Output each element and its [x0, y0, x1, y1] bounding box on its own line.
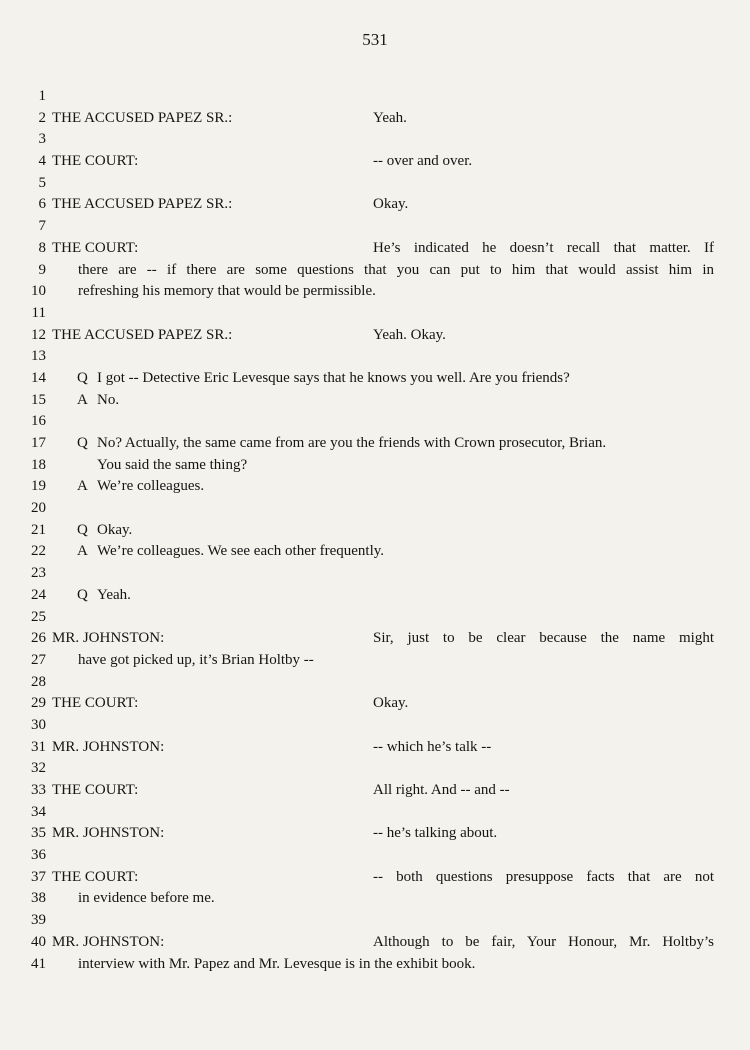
transcript-line: [0, 368, 750, 390]
transcript-line: [0, 151, 750, 173]
line-number: 32: [31, 760, 46, 777]
qa-text: Okay.: [97, 521, 133, 538]
qa-label: A: [77, 478, 88, 495]
transcript-line: [0, 173, 750, 195]
line-number: 35: [31, 825, 46, 842]
transcript-line: [0, 932, 750, 954]
spoken-text: -- over and over.: [373, 153, 473, 170]
speaker-label: MR. JOHNSTON:: [52, 630, 165, 647]
spoken-text: Okay.: [373, 695, 409, 712]
transcript-line: [0, 455, 750, 477]
speaker-label: MR. JOHNSTON:: [52, 738, 165, 755]
line-number: 2: [38, 109, 46, 126]
qa-label: Q: [77, 369, 88, 386]
spoken-text: Okay.: [373, 196, 409, 213]
line-number: 26: [31, 630, 46, 647]
page-number: 531: [362, 30, 388, 49]
transcript-line: [0, 802, 750, 824]
line-number: 13: [31, 348, 46, 365]
speaker-label: THE ACCUSED PAPEZ SR.:: [52, 326, 233, 343]
continuation-text: refreshing his memory that would be permissible.: [78, 283, 376, 300]
qa-label: Q: [77, 521, 88, 538]
transcript-line: [0, 216, 750, 238]
line-number: 41: [31, 955, 46, 972]
transcript-line: [0, 303, 750, 325]
transcript-line: [0, 737, 750, 759]
speaker-label: MR. JOHNSTON:: [52, 933, 165, 950]
transcript-line: [0, 693, 750, 715]
line-number: 16: [31, 413, 46, 430]
line-number: 38: [31, 890, 46, 907]
line-number: 1: [38, 88, 46, 104]
question-answer: [77, 476, 204, 498]
line-number: 36: [31, 847, 46, 864]
spoken-text: All right. And -- and --: [373, 782, 510, 798]
transcript-line: [0, 129, 750, 151]
question-answer: [77, 368, 570, 390]
line-number: 27: [31, 651, 46, 668]
speaker-label: MR. JOHNSTON:: [52, 825, 165, 842]
transcript-line: [0, 607, 750, 629]
spoken-text: -- which he’s talk --: [373, 738, 492, 755]
transcript-line: [0, 476, 750, 498]
line-number: 28: [31, 673, 46, 690]
transcript-line: [0, 194, 750, 216]
qa-label: Q: [77, 435, 88, 451]
transcript-line: [0, 867, 750, 889]
transcript-line: [0, 325, 750, 347]
speaker-label: THE COURT:: [52, 868, 139, 885]
transcript-line: [0, 346, 750, 368]
question-answer: [77, 390, 119, 412]
transcript-line: [0, 86, 750, 108]
line-number: 18: [31, 456, 46, 473]
continuation-text: interview with Mr. Papez and Mr. Levesque is in the exhibit book.: [78, 955, 476, 972]
line-number: 20: [31, 500, 46, 517]
line-number: 19: [31, 478, 46, 495]
transcript-line: [0, 628, 750, 650]
qa-text: No? Actually, the same came from are you the friends with Crown prosecutor, Brian.: [97, 435, 607, 451]
transcript-line: [0, 390, 750, 412]
qa-label: A: [77, 543, 88, 560]
line-number: 31: [31, 738, 46, 755]
line-number: 29: [31, 695, 46, 712]
qa-text: We’re colleagues.: [97, 478, 205, 495]
transcript-line: [0, 541, 750, 563]
line-number: 34: [31, 803, 46, 820]
spoken-text: Sir, just to be clear because the name might: [373, 630, 714, 647]
line-number: 14: [31, 369, 46, 386]
transcript-line: [0, 650, 750, 672]
speaker-label: THE ACCUSED PAPEZ SR.:: [52, 109, 233, 126]
line-number: 7: [38, 218, 46, 235]
transcript-line: [0, 108, 750, 130]
spoken-text: He’s indicated he doesn’t recall that matter. If: [373, 239, 714, 256]
transcript-line: [0, 715, 750, 737]
transcript-line: [0, 780, 750, 802]
line-number: 22: [31, 543, 46, 560]
transcript-line: [0, 520, 750, 542]
line-number: 17: [31, 435, 46, 451]
spoken-text: Yeah. Okay.: [373, 326, 446, 343]
transcript-line: [0, 954, 750, 976]
continuation-text: have got picked up, it’s Brian Holtby --: [78, 651, 314, 668]
transcript-line: [0, 281, 750, 303]
line-number: 10: [31, 283, 46, 300]
line-number: 23: [31, 565, 46, 582]
transcript-line: [0, 498, 750, 520]
transcript-line: [0, 888, 750, 910]
line-number: 33: [31, 782, 46, 798]
line-number: 3: [38, 131, 46, 148]
speaker-label: THE COURT:: [52, 153, 139, 170]
qa-label: Q: [77, 586, 88, 603]
qa-text: Yeah.: [97, 586, 131, 603]
spoken-text: -- he’s talking about.: [373, 825, 498, 842]
question-answer: [77, 455, 247, 477]
line-number: 11: [31, 304, 46, 321]
transcript-body: [0, 86, 750, 975]
qa-text: We’re colleagues. We see each other frequently.: [97, 543, 385, 560]
qa-text: You said the same thing?: [97, 456, 248, 473]
transcript-line: [0, 411, 750, 433]
spoken-text: Although to be fair, Your Honour, Mr. Holtby’s: [373, 933, 714, 950]
line-number: 24: [31, 586, 46, 603]
question-answer: [77, 520, 132, 542]
transcript-line: [0, 433, 750, 455]
line-number: 9: [38, 261, 46, 278]
transcript-line: [0, 910, 750, 932]
line-number: 6: [38, 196, 46, 213]
speaker-label: THE COURT:: [52, 782, 139, 798]
qa-text: I got -- Detective Eric Levesque says that he knows you well. Are you friends?: [97, 369, 570, 386]
line-number: 12: [31, 326, 46, 343]
transcript-line: [0, 563, 750, 585]
speaker-label: THE COURT:: [52, 239, 139, 256]
speaker-label: THE ACCUSED PAPEZ SR.:: [52, 196, 233, 213]
question-answer: [77, 433, 606, 455]
transcript-line: [0, 260, 750, 282]
qa-text: No.: [97, 391, 120, 408]
question-answer: [77, 541, 384, 563]
line-number: 30: [31, 716, 46, 733]
line-number: 39: [31, 912, 46, 929]
transcript-line: [0, 758, 750, 780]
transcript-line: [0, 585, 750, 607]
transcript-line: [0, 672, 750, 694]
continuation-text: in evidence before me.: [78, 890, 215, 907]
qa-label: A: [77, 391, 88, 408]
transcript-line: [0, 845, 750, 867]
line-number: 21: [31, 521, 46, 538]
transcript-line: [0, 238, 750, 260]
transcript-line: [0, 823, 750, 845]
speaker-label: THE COURT:: [52, 695, 139, 712]
question-answer: [77, 585, 131, 607]
line-number: 15: [31, 391, 46, 408]
line-number: 5: [38, 174, 46, 191]
spoken-text: -- both questions presuppose facts that are not: [373, 868, 714, 885]
line-number: 40: [31, 933, 46, 950]
spoken-text: Yeah.: [373, 109, 407, 126]
line-number: 4: [38, 153, 46, 170]
line-number: 25: [31, 608, 46, 625]
line-number: 37: [31, 868, 46, 885]
continuation-text: there are -- if there are some questions that you can put to him that would assist him in: [78, 261, 714, 278]
line-number: 8: [38, 239, 46, 256]
